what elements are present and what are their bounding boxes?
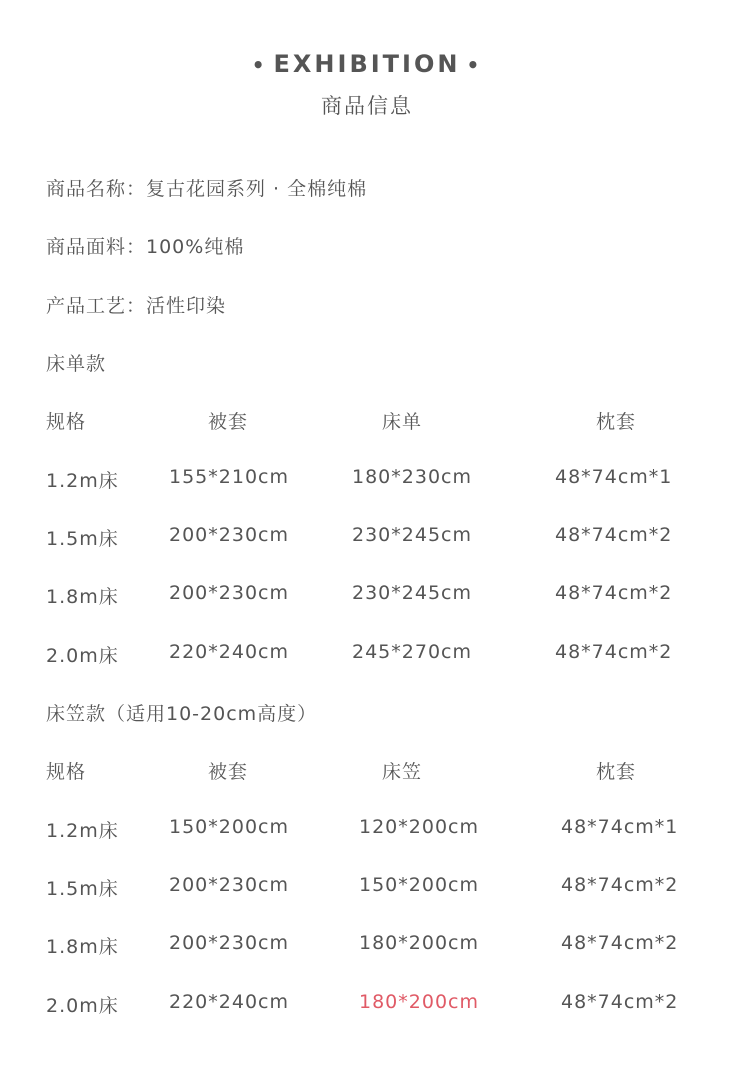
table-cell: 1.8m床 bbox=[46, 586, 119, 608]
product-name: 商品名称：复古花园系列 · 全棉纯棉 bbox=[46, 178, 368, 200]
table-header: 床笠 bbox=[382, 761, 423, 783]
table-cell: 220*240cm bbox=[169, 991, 289, 1013]
table-header: 枕套 bbox=[596, 411, 637, 433]
table-cell: 1.5m床 bbox=[46, 528, 119, 550]
table-cell: 48*74cm*2 bbox=[561, 874, 679, 896]
table-cell: 200*230cm bbox=[169, 524, 289, 546]
title-en-text: EXHIBITION bbox=[273, 50, 461, 78]
table-cell: 1.5m床 bbox=[46, 878, 119, 900]
table-cell: 200*230cm bbox=[169, 874, 289, 896]
table-header: 被套 bbox=[208, 761, 249, 783]
table-cell: 150*200cm bbox=[359, 874, 479, 896]
table-header: 枕套 bbox=[596, 761, 637, 783]
page-title-en bbox=[0, 50, 734, 78]
table-cell: 120*200cm bbox=[359, 816, 479, 838]
table-cell: 245*270cm bbox=[352, 641, 472, 663]
product-fabric: 商品面料：100%纯棉 bbox=[46, 236, 245, 258]
table-cell: 48*74cm*2 bbox=[555, 641, 673, 663]
table-cell: 180*200cm bbox=[359, 932, 479, 954]
table-cell: 230*245cm bbox=[352, 524, 472, 546]
table-header: 床单 bbox=[382, 411, 423, 433]
page-subtitle-cn: 商品信息 bbox=[321, 94, 413, 118]
table-cell-highlighted: 180*200cm bbox=[359, 991, 479, 1013]
table-header: 被套 bbox=[208, 411, 249, 433]
table-cell: 180*230cm bbox=[352, 466, 472, 488]
table-cell: 48*74cm*2 bbox=[561, 991, 679, 1013]
table-cell: 200*230cm bbox=[169, 932, 289, 954]
table-cell: 230*245cm bbox=[352, 582, 472, 604]
table-header: 规格 bbox=[46, 411, 87, 433]
sheet-section-title: 床单款 bbox=[46, 353, 107, 375]
table-cell: 1.8m床 bbox=[46, 936, 119, 958]
table-header: 规格 bbox=[46, 761, 87, 783]
table-cell: 48*74cm*1 bbox=[561, 816, 679, 838]
dot-right: • bbox=[466, 53, 483, 77]
table-cell: 1.2m床 bbox=[46, 470, 119, 492]
table-cell: 48*74cm*2 bbox=[561, 932, 679, 954]
table-cell: 155*210cm bbox=[169, 466, 289, 488]
table-cell: 200*230cm bbox=[169, 582, 289, 604]
table-cell: 220*240cm bbox=[169, 641, 289, 663]
product-craft: 产品工艺：活性印染 bbox=[46, 295, 227, 317]
table-cell: 48*74cm*1 bbox=[555, 466, 673, 488]
dot-left: • bbox=[251, 53, 268, 77]
table-cell: 2.0m床 bbox=[46, 645, 119, 667]
table-cell: 48*74cm*2 bbox=[555, 582, 673, 604]
table-cell: 48*74cm*2 bbox=[555, 524, 673, 546]
table-cell: 150*200cm bbox=[169, 816, 289, 838]
table-cell: 1.2m床 bbox=[46, 820, 119, 842]
table-cell: 2.0m床 bbox=[46, 995, 119, 1017]
fitted-section-title: 床笠款（适用10-20cm高度） bbox=[46, 703, 318, 725]
